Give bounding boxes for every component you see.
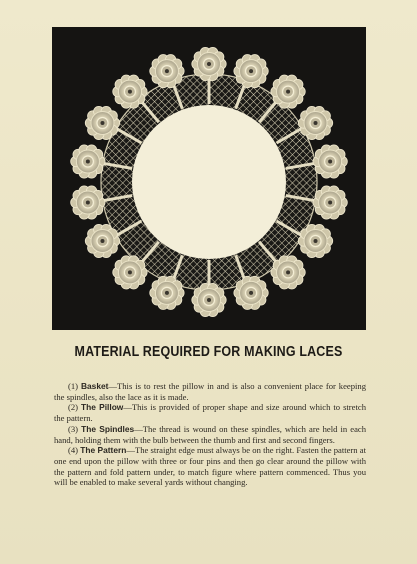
lace-flower-motif xyxy=(234,55,268,88)
item-number: (2) xyxy=(68,402,79,413)
collar-neck-opening xyxy=(132,105,286,259)
materials-list xyxy=(54,381,366,488)
lace-flower-motif xyxy=(85,106,119,139)
list-item xyxy=(54,424,366,445)
lace-collar-photo xyxy=(52,27,366,330)
lace-flower-motif xyxy=(150,55,184,88)
item-number: (1) xyxy=(68,381,79,391)
item-term: The Pattern xyxy=(80,445,127,456)
lace-flower-motif xyxy=(298,224,332,257)
lace-flower-motif xyxy=(271,256,305,289)
item-text: —The thread is wound on these spindles, which are held in each hand, holding them with the bulb between the thumb and first and second fingers. xyxy=(54,423,366,445)
item-term: Basket xyxy=(80,381,109,391)
lace-flower-motif xyxy=(313,145,347,178)
item-term: The Pillow xyxy=(81,402,124,413)
lace-flower-motif xyxy=(150,276,184,309)
lace-flower-motif xyxy=(192,47,226,80)
list-item xyxy=(54,445,366,488)
lace-flower-motif xyxy=(71,186,105,219)
item-number: (4) xyxy=(68,445,79,456)
lace-flower-motif xyxy=(71,145,105,178)
lace-flower-motif xyxy=(271,75,305,108)
list-item xyxy=(54,381,366,402)
section-heading: MATERIAL REQUIRED FOR MAKING LACES xyxy=(74,344,343,360)
item-text: —This is to rest the pillow in and is also a convenient place for keeping the spindles, also the lace as it is made. xyxy=(54,381,366,402)
item-text: —This is provided of proper shape and size around which to stretch the pattern. xyxy=(54,402,366,424)
lace-flower-motif xyxy=(113,75,147,108)
lace-flower-motif xyxy=(113,256,147,289)
lace-flower-motif xyxy=(313,186,347,219)
lace-flower-motif xyxy=(192,283,226,316)
item-number: (3) xyxy=(68,423,79,434)
list-item xyxy=(54,402,366,423)
lace-flower-motif xyxy=(85,224,119,257)
lace-collar-illustration xyxy=(52,27,366,330)
item-text: —The straight edge must always be on the right. Fasten the pattern at one end upon the pillow with three or four pins and then go clear around the pillow with the pattern and fold pattern under, to match figure where pattern commenced. Thus you will be enabled to make several yards without changing. xyxy=(54,445,366,488)
lace-flower-motif xyxy=(298,106,332,139)
lace-flower-motif xyxy=(234,276,268,309)
item-term: The Spindles xyxy=(81,423,135,434)
